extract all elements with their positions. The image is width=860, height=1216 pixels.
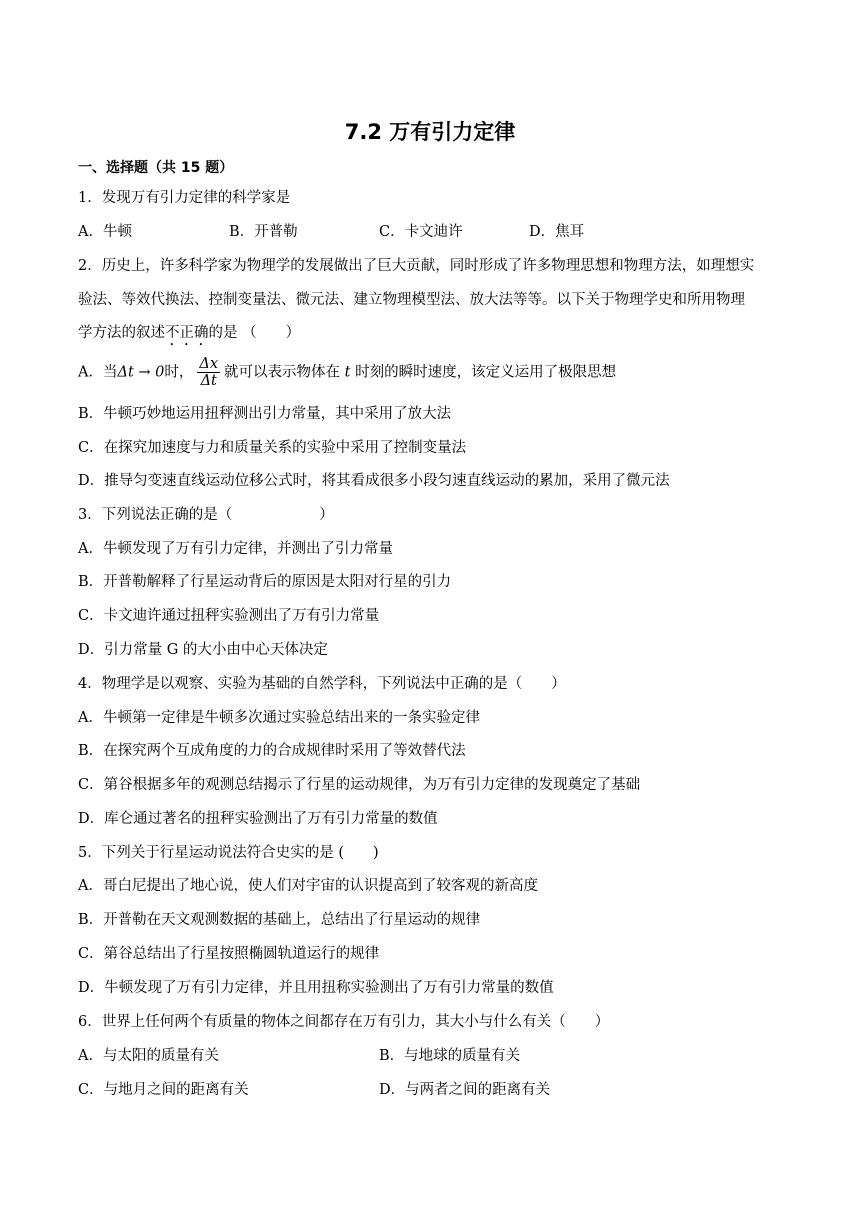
option-a-text2: 时刻的瞬时速度，该定义运用了极限思想	[355, 364, 617, 381]
question-3-option-c: C．卡文迪许通过扭秤实验测出了万有引力常量	[78, 608, 380, 624]
limit-condition: Δt → 0	[117, 364, 165, 381]
question-5-option-b: B．开普勒在天文观测数据的基础上，总结出了行星运动的规律	[78, 912, 481, 928]
option-a-text1: 就可以表示物体在	[224, 364, 341, 381]
question-4-stem: 4．物理学是以观察、实验为基础的自然学科，下列说法中正确的是（ ）	[78, 676, 566, 692]
section-heading: 一、选择题（共 15 题）	[78, 160, 234, 176]
question-6-option-a: A．与太阳的质量有关	[78, 1048, 219, 1064]
question-2-option-b: B．牛顿巧妙地运用扭秤测出引力常量，其中采用了放大法	[78, 406, 452, 422]
question-6-option-d: D．与两者之间的距离有关	[379, 1082, 551, 1098]
emphasis-not-correct: 不正确	[165, 325, 209, 341]
question-3-option-d: D．引力常量 G 的大小由中心天体决定	[78, 642, 328, 658]
question-1-stem: 1．发现万有引力定律的科学家是	[78, 190, 291, 206]
time-variable: t	[344, 364, 351, 381]
question-2-stem-line3-post: 的是 （ ）	[208, 325, 301, 341]
question-5-option-c: C．第谷总结出了行星按照椭圆轨道运行的规律	[78, 946, 380, 962]
question-4-option-d: D．库仑通过著名的扭秤实验测出了万有引力常量的数值	[78, 811, 438, 827]
fraction-numerator: Δx	[199, 356, 219, 372]
option-a-mid: 时，	[164, 364, 194, 381]
question-3-option-b: B．开普勒解释了行星运动背后的原因是太阳对行星的引力	[78, 574, 452, 590]
question-4-option-b: B．在探究两个互成角度的力的合成规律时采用了等效替代法	[78, 743, 466, 759]
question-2-option-d: D．推导匀变速直线运动位移公式时，将其看成很多小段匀速直线运动的累加，采用了微元法	[78, 473, 670, 489]
option-a-label: A．当	[78, 364, 118, 381]
fraction-denominator: Δt	[200, 373, 217, 389]
question-3-stem: 3．下列说法正确的是（ ）	[78, 507, 334, 523]
question-2-stem-line2: 验法、等效代换法、控制变量法、微元法、建立物理模型法、放大法等等。以下关于物理学史和所用物理	[78, 292, 745, 308]
question-1-option-b: B．开普勒	[229, 224, 298, 240]
question-4-option-a: A．牛顿第一定律是牛顿多次通过实验总结出来的一条实验定律	[78, 710, 480, 726]
question-6-option-c: C．与地月之间的距离有关	[78, 1082, 249, 1098]
question-3-option-a: A．牛顿发现了万有引力定律，并测出了引力常量	[78, 541, 393, 557]
page-title: 7.2 万有引力定律	[344, 120, 516, 144]
question-6-stem: 6．世界上任何两个有质量的物体之间都存在万有引力，其大小与什么有关（ ）	[78, 1014, 610, 1030]
question-2-option-c: C．在探究加速度与力和质量关系的实验中采用了控制变量法	[78, 440, 467, 456]
velocity-fraction	[197, 356, 220, 389]
question-5-stem: 5．下列关于行星运动说法符合史实的是 ( )	[78, 845, 379, 861]
question-4-option-c: C．第谷根据多年的观测总结揭示了行星的运动规律，为万有引力定律的发现奠定了基础	[78, 777, 641, 793]
question-1-option-a: A．牛顿	[78, 224, 132, 240]
question-1-option-d: D．焦耳	[529, 224, 585, 240]
question-5-option-a: A．哥白尼提出了地心说，使人们对宇宙的认识提高到了较客观的新高度	[78, 878, 538, 894]
question-2-stem-line3	[78, 323, 300, 349]
question-2-stem-line1: 2．历史上，许多科学家为物理学的发展做出了巨大贡献，同时形成了许多物理思想和物理方法，如理想实	[78, 258, 755, 274]
question-2-stem-line3-pre: 学方法的叙述	[78, 325, 165, 341]
question-1-option-c: C．卡文迪许	[379, 224, 463, 240]
question-2-option-a	[78, 356, 616, 389]
question-5-option-d: D．牛顿发现了万有引力定律，并且用扭称实验测出了万有引力常量的数值	[78, 980, 554, 996]
question-6-option-b: B．与地球的质量有关	[379, 1048, 521, 1064]
